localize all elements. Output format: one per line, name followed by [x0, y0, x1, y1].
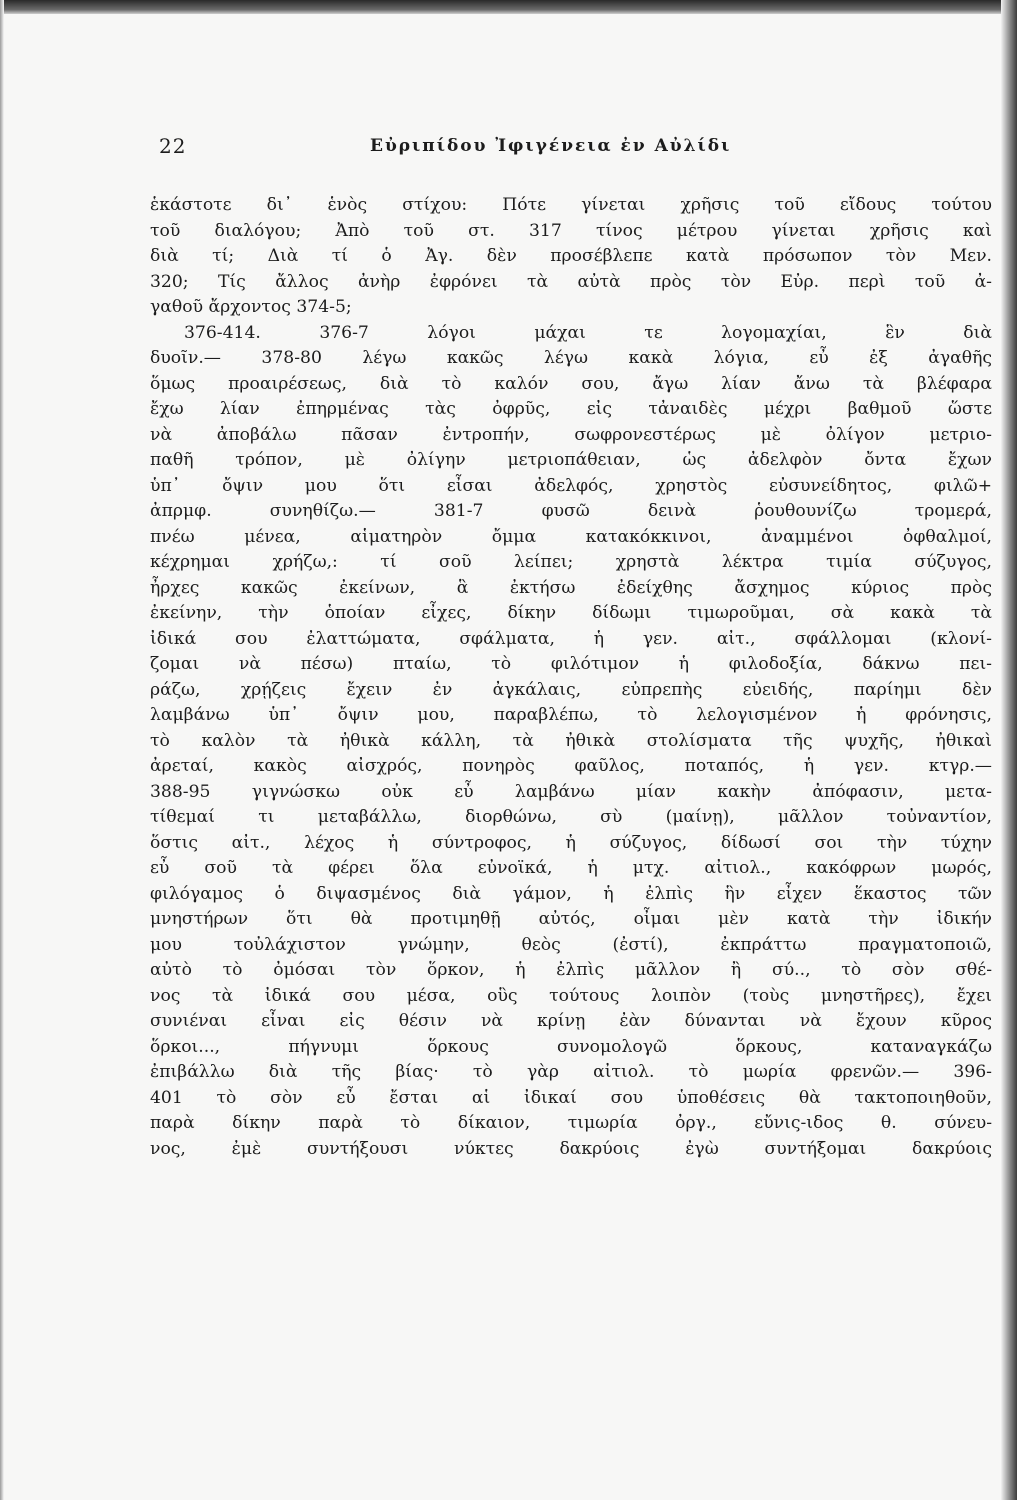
- text-line: νος τὰ ἰδικά σου μέσα, οὓς τούτους λοιπὸν (τοὺς μνηστῆρες), ἔχει: [150, 985, 992, 1006]
- text-line: ὅρκοι..., πήγνυμι ὅρκους συνομολογῶ ὅρκους, καταναγκάζω: [150, 1036, 992, 1057]
- text-line: συνιέναι εἶναι εἰς θέσιν νὰ κρίνῃ ἐὰν δύνανται νὰ ἔχουν κῦρος: [150, 1011, 992, 1031]
- text-line: ράζω, χρῄζεις ἔχειν ἐν ἀγκάλαις, εὐπρεπὴς εὐειδής, παρίημι δὲν: [150, 679, 992, 700]
- text-line: ὑπ᾽ ὄψιν μου ὅτι εἶσαι ἀδελφός, χρηστὸς εὐσυνείδητος, φιλῶ+: [150, 475, 992, 496]
- text-line: 388-95 γιγνώσκω οὐκ εὖ λαμβάνω μίαν κακὴν ἀπόφασιν, μετα-: [150, 781, 992, 802]
- text-line: 320; Τίς ἄλλος ἀνὴρ ἐφρόνει τὰ αὐτὰ πρὸς τὸν Εὐρ. περὶ τοῦ ἀ-: [150, 271, 992, 292]
- scan-shadow-left: [0, 0, 4, 1500]
- text-line: πνέω μένεα, αἱματηρὸν ὄμμα κατακόκκινοι, ἀναμμένοι ὀφθαλμοί,: [150, 526, 992, 547]
- text-line: παθῆ τρόπον, μὲ ὀλίγην μετριοπάθειαν, ὡς ἀδελφὸν ὄντα ἔχων: [150, 450, 992, 470]
- text-line: ἑκάστοτε δι᾽ ἑνὸς στίχου: Πότε γίνεται χρῆσις τοῦ εἴδους τούτου: [150, 195, 992, 215]
- commentary-text: [150, 193, 992, 1162]
- text-line: μνηστήρων ὅτι θὰ προτιμηθῇ αὐτός, οἶμαι μὲν κατὰ τὴν ἰδικήν: [150, 909, 992, 929]
- text-line: νος, ἐμὲ συντήξουσι νύκτες δακρύοις ἐγὼ συντήξομαι δακρύοις: [150, 1138, 992, 1159]
- text-line: ὅμως προαιρέσεως, διὰ τὸ καλόν σου, ἄγω λίαν ἄνω τὰ βλέφαρα: [150, 373, 992, 394]
- text-line: ἦρχες κακῶς ἐκείνων, ἃ ἐκτήσω ἐδείχθης ἄσχημος κύριος πρὸς: [150, 577, 992, 598]
- text-line: γαθοῦ ἄρχοντος 374-5;: [150, 297, 352, 317]
- text-line: ἀρεταί, κακὸς αἰσχρός, πονηρὸς φαῦλος, ποταπός, ἡ γεν. κτγρ.—: [150, 756, 992, 776]
- text-line: φιλόγαμος ὁ διψασμένος διὰ γάμον, ἡ ἐλπὶς ἣν εἶχεν ἕκαστος τῶν: [150, 883, 992, 904]
- scan-shadow-top: [0, 0, 1017, 14]
- text-line: τὸ καλὸν τὰ ἠθικὰ κάλλη, τὰ ἠθικὰ στολίσματα τῆς ψυχῆς, ἠθικαὶ: [150, 730, 992, 751]
- text-line: κέχρημαι χρήζω,: τί σοῦ λείπει; χρηστὰ λέκτρα τιμία σύζυγος,: [150, 552, 992, 572]
- text-line: ζομαι νὰ πέσω) πταίω, τὸ φιλότιμον ἡ φιλοδοξία, δάκνω πει-: [150, 654, 992, 674]
- text-line: αὐτὸ τὸ ὀμόσαι τὸν ὅρκον, ἡ ἐλπὶς μᾶλλον ἢ σύ.., τὸ σὸν σθέ-: [150, 960, 992, 980]
- page-header: [155, 134, 995, 160]
- text-line: 401 τὸ σὸν εὖ ἔσται αἱ ἰδικαί σου ὑποθέσεις θὰ τακτοποιηθοῦν,: [150, 1087, 992, 1108]
- text-line: ἐκείνην, τὴν ὁποίαν εἶχες, δίκην δίδωμι τιμωροῦμαι, σὰ κακὰ τὰ: [150, 603, 992, 623]
- text-line: εὖ σοῦ τὰ φέρει ὅλα εὐνοϊκά, ἡ μτχ. αἰτιολ., κακόφρων μωρός,: [150, 858, 992, 878]
- text-line: τίθεμαί τι μεταβάλλω, διορθώνω, σὺ (μαίνῃ), μᾶλλον τοὐναντίον,: [150, 807, 992, 827]
- text-line: μου τοὐλάχιστον γνώμην, θεὸς (ἐστί), ἐκπράττω πραγματοποιῶ,: [150, 934, 992, 955]
- text-line: νὰ ἀποβάλω πᾶσαν ἐντροπήν, σωφρονεστέρως μὲ ὀλίγον μετριο-: [150, 424, 992, 445]
- text-line: ἰδικά σου ἐλαττώματα, σφάλματα, ἡ γεν. αἰτ., σφάλλομαι (κλονί-: [150, 628, 992, 649]
- scan-shadow-right: [1001, 0, 1017, 1500]
- text-line: λαμβάνω ὑπ᾽ ὄψιν μου, παραβλέπω, τὸ λελογισμένον ἡ φρόνησις,: [150, 705, 992, 725]
- section-heading-line: 376-414. 376-7 λόγοι μάχαι τε λογομαχίαι, ἓν διὰ: [184, 322, 992, 343]
- text-line: ἐπιβάλλω διὰ τῆς βίας· τὸ γὰρ αἰτιολ. τὸ μωρία φρενῶν.— 396-: [150, 1062, 992, 1082]
- text-line: ὅστις αἰτ., λέχος ἡ σύντροφος, ἡ σύζυγος, δίδωσί σοι τὴν τύχην: [150, 832, 992, 853]
- text-line: παρὰ δίκην παρὰ τὸ δίκαιον, τιμωρία ὀργ., εὔνις-ιδος θ. σύνευ-: [150, 1113, 992, 1133]
- text-line: δυοῖν.— 378-80 λέγω κακῶς λέγω κακὰ λόγια, εὖ ἐξ ἀγαθῆς: [150, 348, 992, 368]
- page-number: 22: [159, 134, 187, 158]
- text-line: διὰ τί; Διὰ τί ὁ Ἀγ. δὲν προσέβλεπε κατὰ πρόσωπον τὸν Μεν.: [150, 246, 992, 266]
- running-title: Εὐριπίδου Ἰφιγένεια ἐν Αὐλίδι: [370, 136, 732, 156]
- text-line: τοῦ διαλόγου; Ἀπὸ τοῦ στ. 317 τίνος μέτρου γίνεται χρῆσις καὶ: [150, 220, 992, 241]
- text-line: ἔχω λίαν ἐπηρμένας τὰς ὀφρῦς, εἰς τἀναιδὲς μέχρι βαθμοῦ ὥστε: [150, 399, 992, 419]
- text-line: ἀπρμφ. συνηθίζω.— 381-7 φυσῶ δεινὰ ῥουθουνίζω τρομερά,: [150, 501, 992, 521]
